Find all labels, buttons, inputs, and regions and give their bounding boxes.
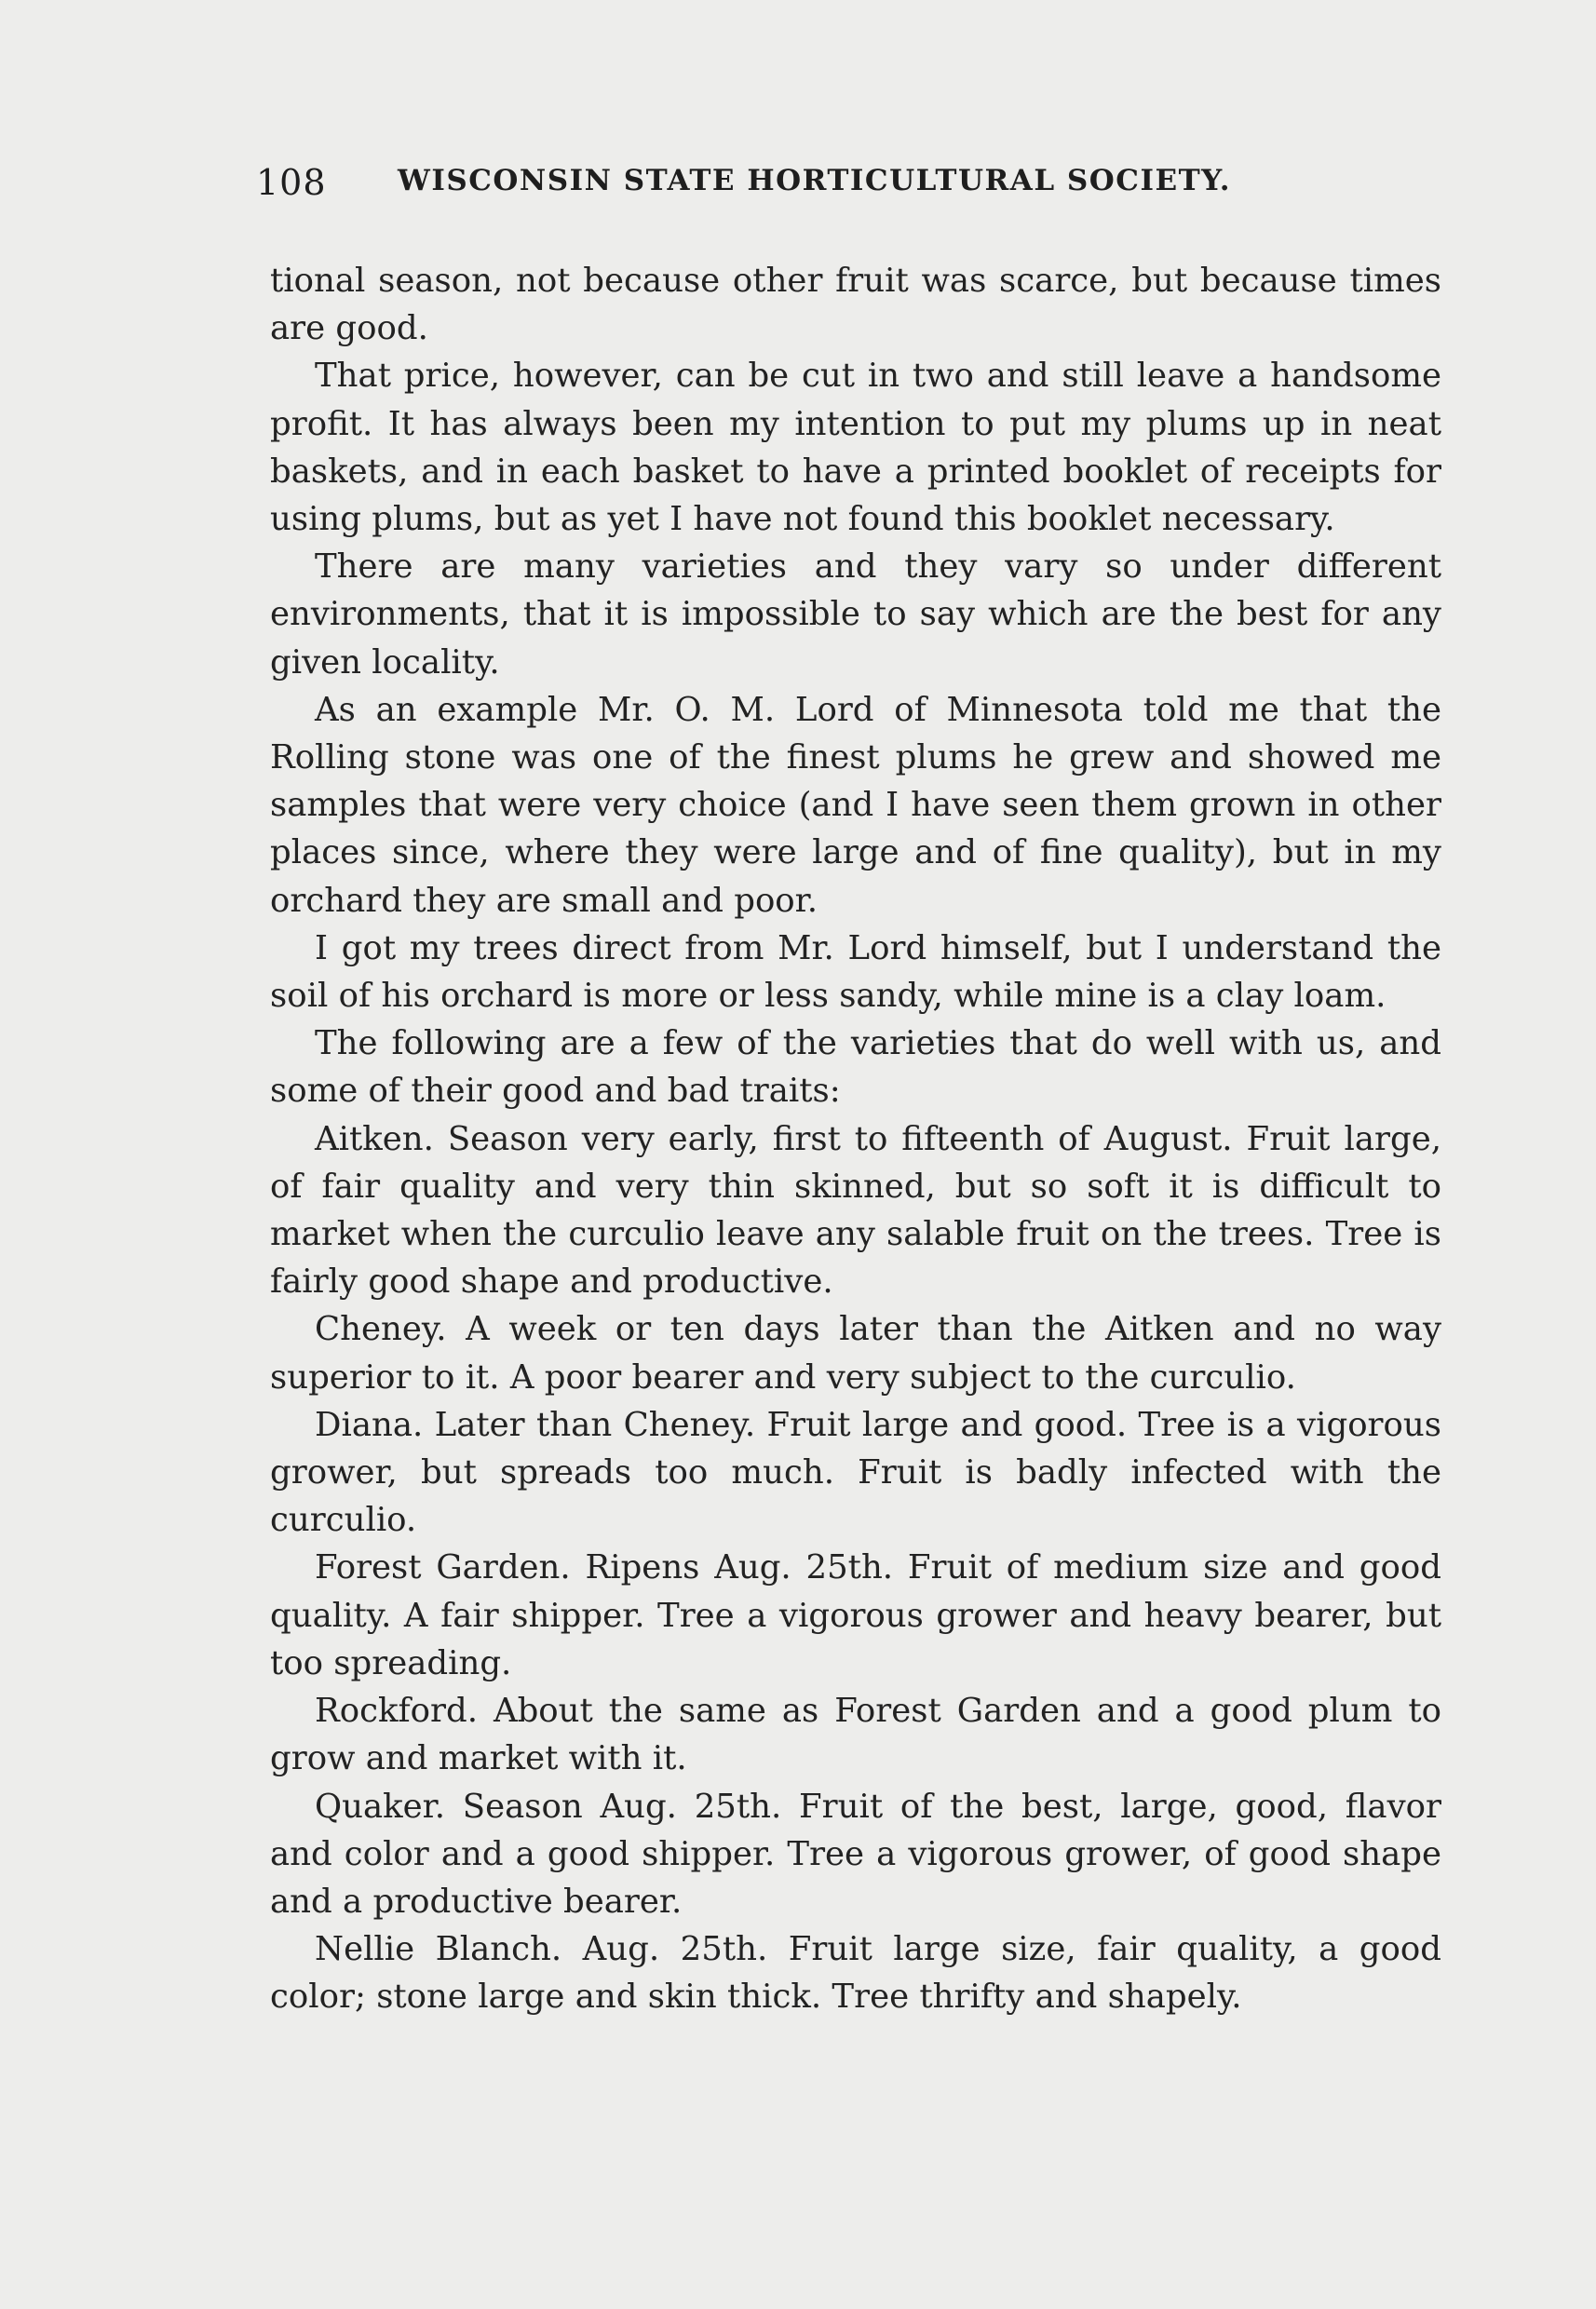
page-number: 108: [256, 162, 327, 203]
paragraph-following: The following are a few of the varieties that do well with us, and some of their good and bad traits:: [270, 1024, 1441, 1111]
paragraph-nellie-blanch: Nellie Blanch. Aug. 25th. Fruit large size, fair quality, a good color; stone large and skin thick. Tree thrifty and shapely.: [270, 1930, 1441, 2017]
paragraph-quaker: Quaker. Season Aug. 25th. Fruit of the best, large, good, flavor and color and a good shipper. Tree a vigorous grower, of good shape and a productive bearer.: [270, 1787, 1441, 1921]
paragraph-rockford: Rockford. About the same as Forest Garden and a good plum to grow and market with it.: [270, 1692, 1441, 1778]
paragraph-diana: Diana. Later than Cheney. Fruit large and good. Tree is a vigorous grower, but spreads too much. Fruit is badly infected with the curculio.: [270, 1405, 1441, 1540]
paragraph-aitken: Aitken. Season very early, first to fifteenth of August. Fruit large, of fair quality and very thin skinned, but so soft it is difficult to market when the curculio leave any salable fruit on the trees. Tree is fairly good shape and productive.: [270, 1119, 1441, 1302]
paragraph-price: That price, however, can be cut in two and still leave a handsome profit. It has always been my intention to put my plums up in neat baskets, and in each basket to have a printed booklet of receipts for using plums, but as yet I have not found this booklet necessary.: [270, 357, 1441, 539]
page-header: [256, 158, 1299, 214]
body-text: [270, 257, 1441, 2021]
paragraph-varieties: There are many varieties and they vary so under different environments, that it is impossible to say which are the best for any given locality.: [270, 547, 1441, 682]
paragraph-continuation: tional season, not because other fruit was scarce, but because times are good.: [270, 262, 1441, 348]
running-head: WISCONSIN STATE HORTICULTURAL SOCIETY.: [398, 164, 1232, 197]
paragraph-forest-garden: Forest Garden. Ripens Aug. 25th. Fruit of medium size and good quality. A fair shipper. Tree a vigorous grower and heavy bearer, but too spreading.: [270, 1548, 1441, 1682]
paragraph-soil: I got my trees direct from Mr. Lord himself, but I understand the soil of his orchard is more or less sandy, while mine is a clay loam.: [270, 928, 1441, 1016]
paragraph-example: As an example Mr. O. M. Lord of Minnesota told me that the Rolling stone was one of the finest plums he grew and showed me samples that were very choice (and I have seen them grown in other places since, where they were large and of fine quality), but in my orchard they are small and poor.: [270, 690, 1441, 920]
paragraph-cheney: Cheney. A week or ten days later than the Aitken and no way superior to it. A poor bearer and very subject to the curculio.: [270, 1310, 1441, 1397]
